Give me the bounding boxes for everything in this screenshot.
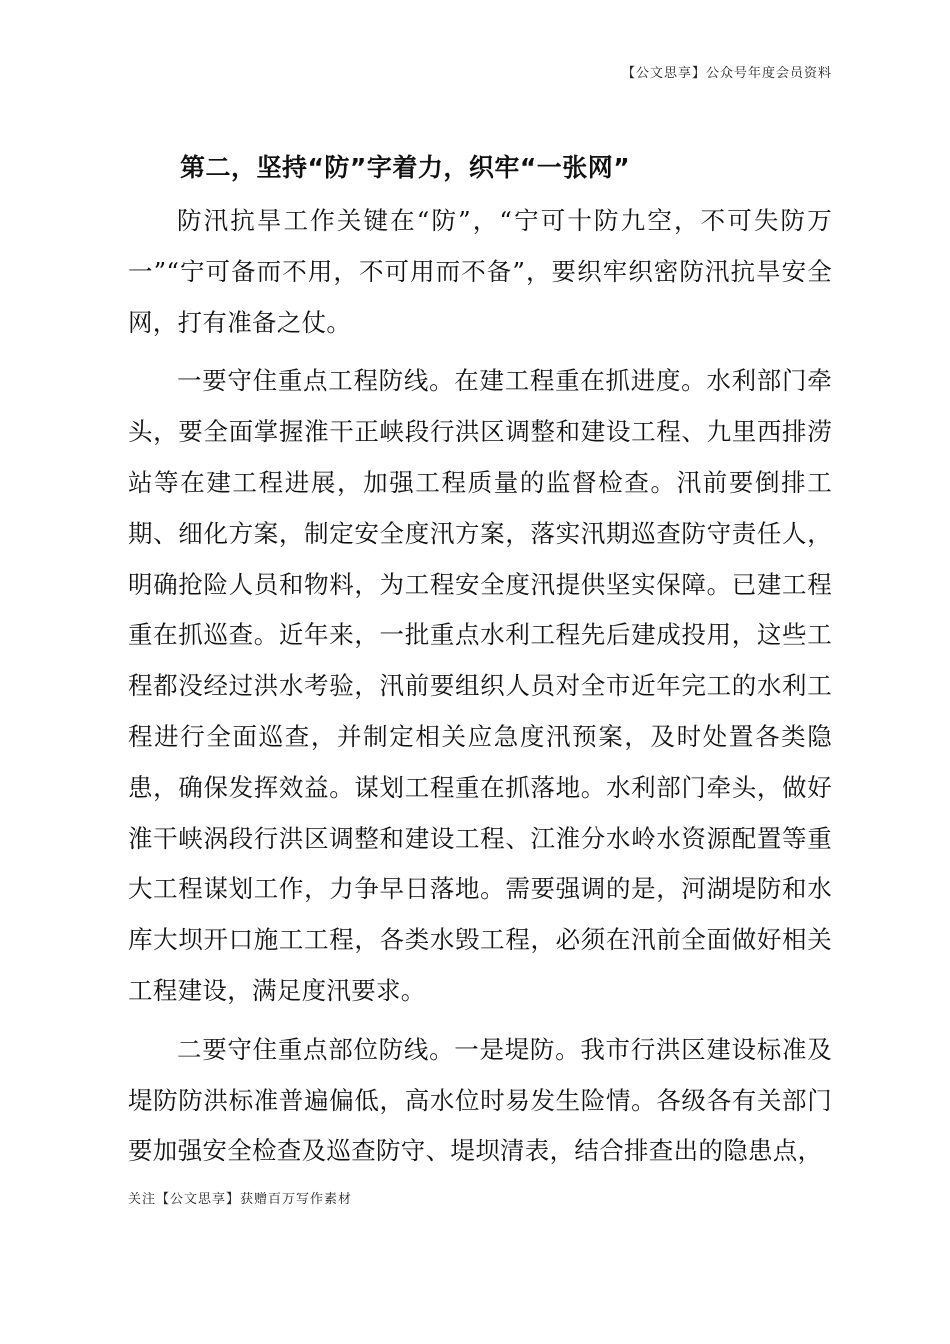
section-heading: 第二，坚持“防”字着力，织牢“一张网” <box>180 153 631 182</box>
paragraph-key-locations-defense: 二要守住重点部位防线。一是堤防。我市行洪区建设标准及堤防防洪标准普遍偏低，高水位时易发生险情。各级各有关部门要加强安全检查及巡查防守、堤坝清表，结合排查出的隐患点， <box>128 1034 832 1166</box>
paragraph-intro: 防汛抗旱工作关键在“防”，“宁可十防九空，不可失防万一”“宁可备而不用，不可用而不备”，要织牢织密防汛抗旱安全网，打有准备之仗。 <box>128 206 832 337</box>
paragraph-engineering-defense: 一要守住重点工程防线。在建工程重在抓进度。水利部门牵头，要全面掌握淮干正峡段行洪区调整和建设工程、九里西排涝站等在建工程进展，加强工程质量的监督检查。汛前要倒排工期、细化方案，制定安全度汛方案，落实汛期巡查防守责任人，明确抢险人员和物料，为工程安全度汛提供坚实保障。已建工程重在抓巡查。近年来，一批重点水利工程先后建成投用，这些工程都没经过洪水考验，汛前要组织人员对全市近年完工的水利工程进行全面巡查，并制定相关应急度汛预案，及时处置各类隐患，确保发挥效益。谋划工程重在抓落地。水利部门牵头，做好淮干峡涡段行洪区调整和建设工程、江淮分水岭水资源配置等重大工程谋划工作，力争早日落地。需要强调的是，河湖堤防和水库大坝开口施工工程，各类水毁工程，必须在汛前全面做好相关工程建设，满足度汛要求。 <box>128 366 832 1005</box>
document-body <box>128 142 832 1185</box>
page-footer: 关注【公文思享】获赠百万写作素材 <box>128 1192 353 1207</box>
page-header: 【公文思享】公众号年度会员资料 <box>621 66 832 81</box>
